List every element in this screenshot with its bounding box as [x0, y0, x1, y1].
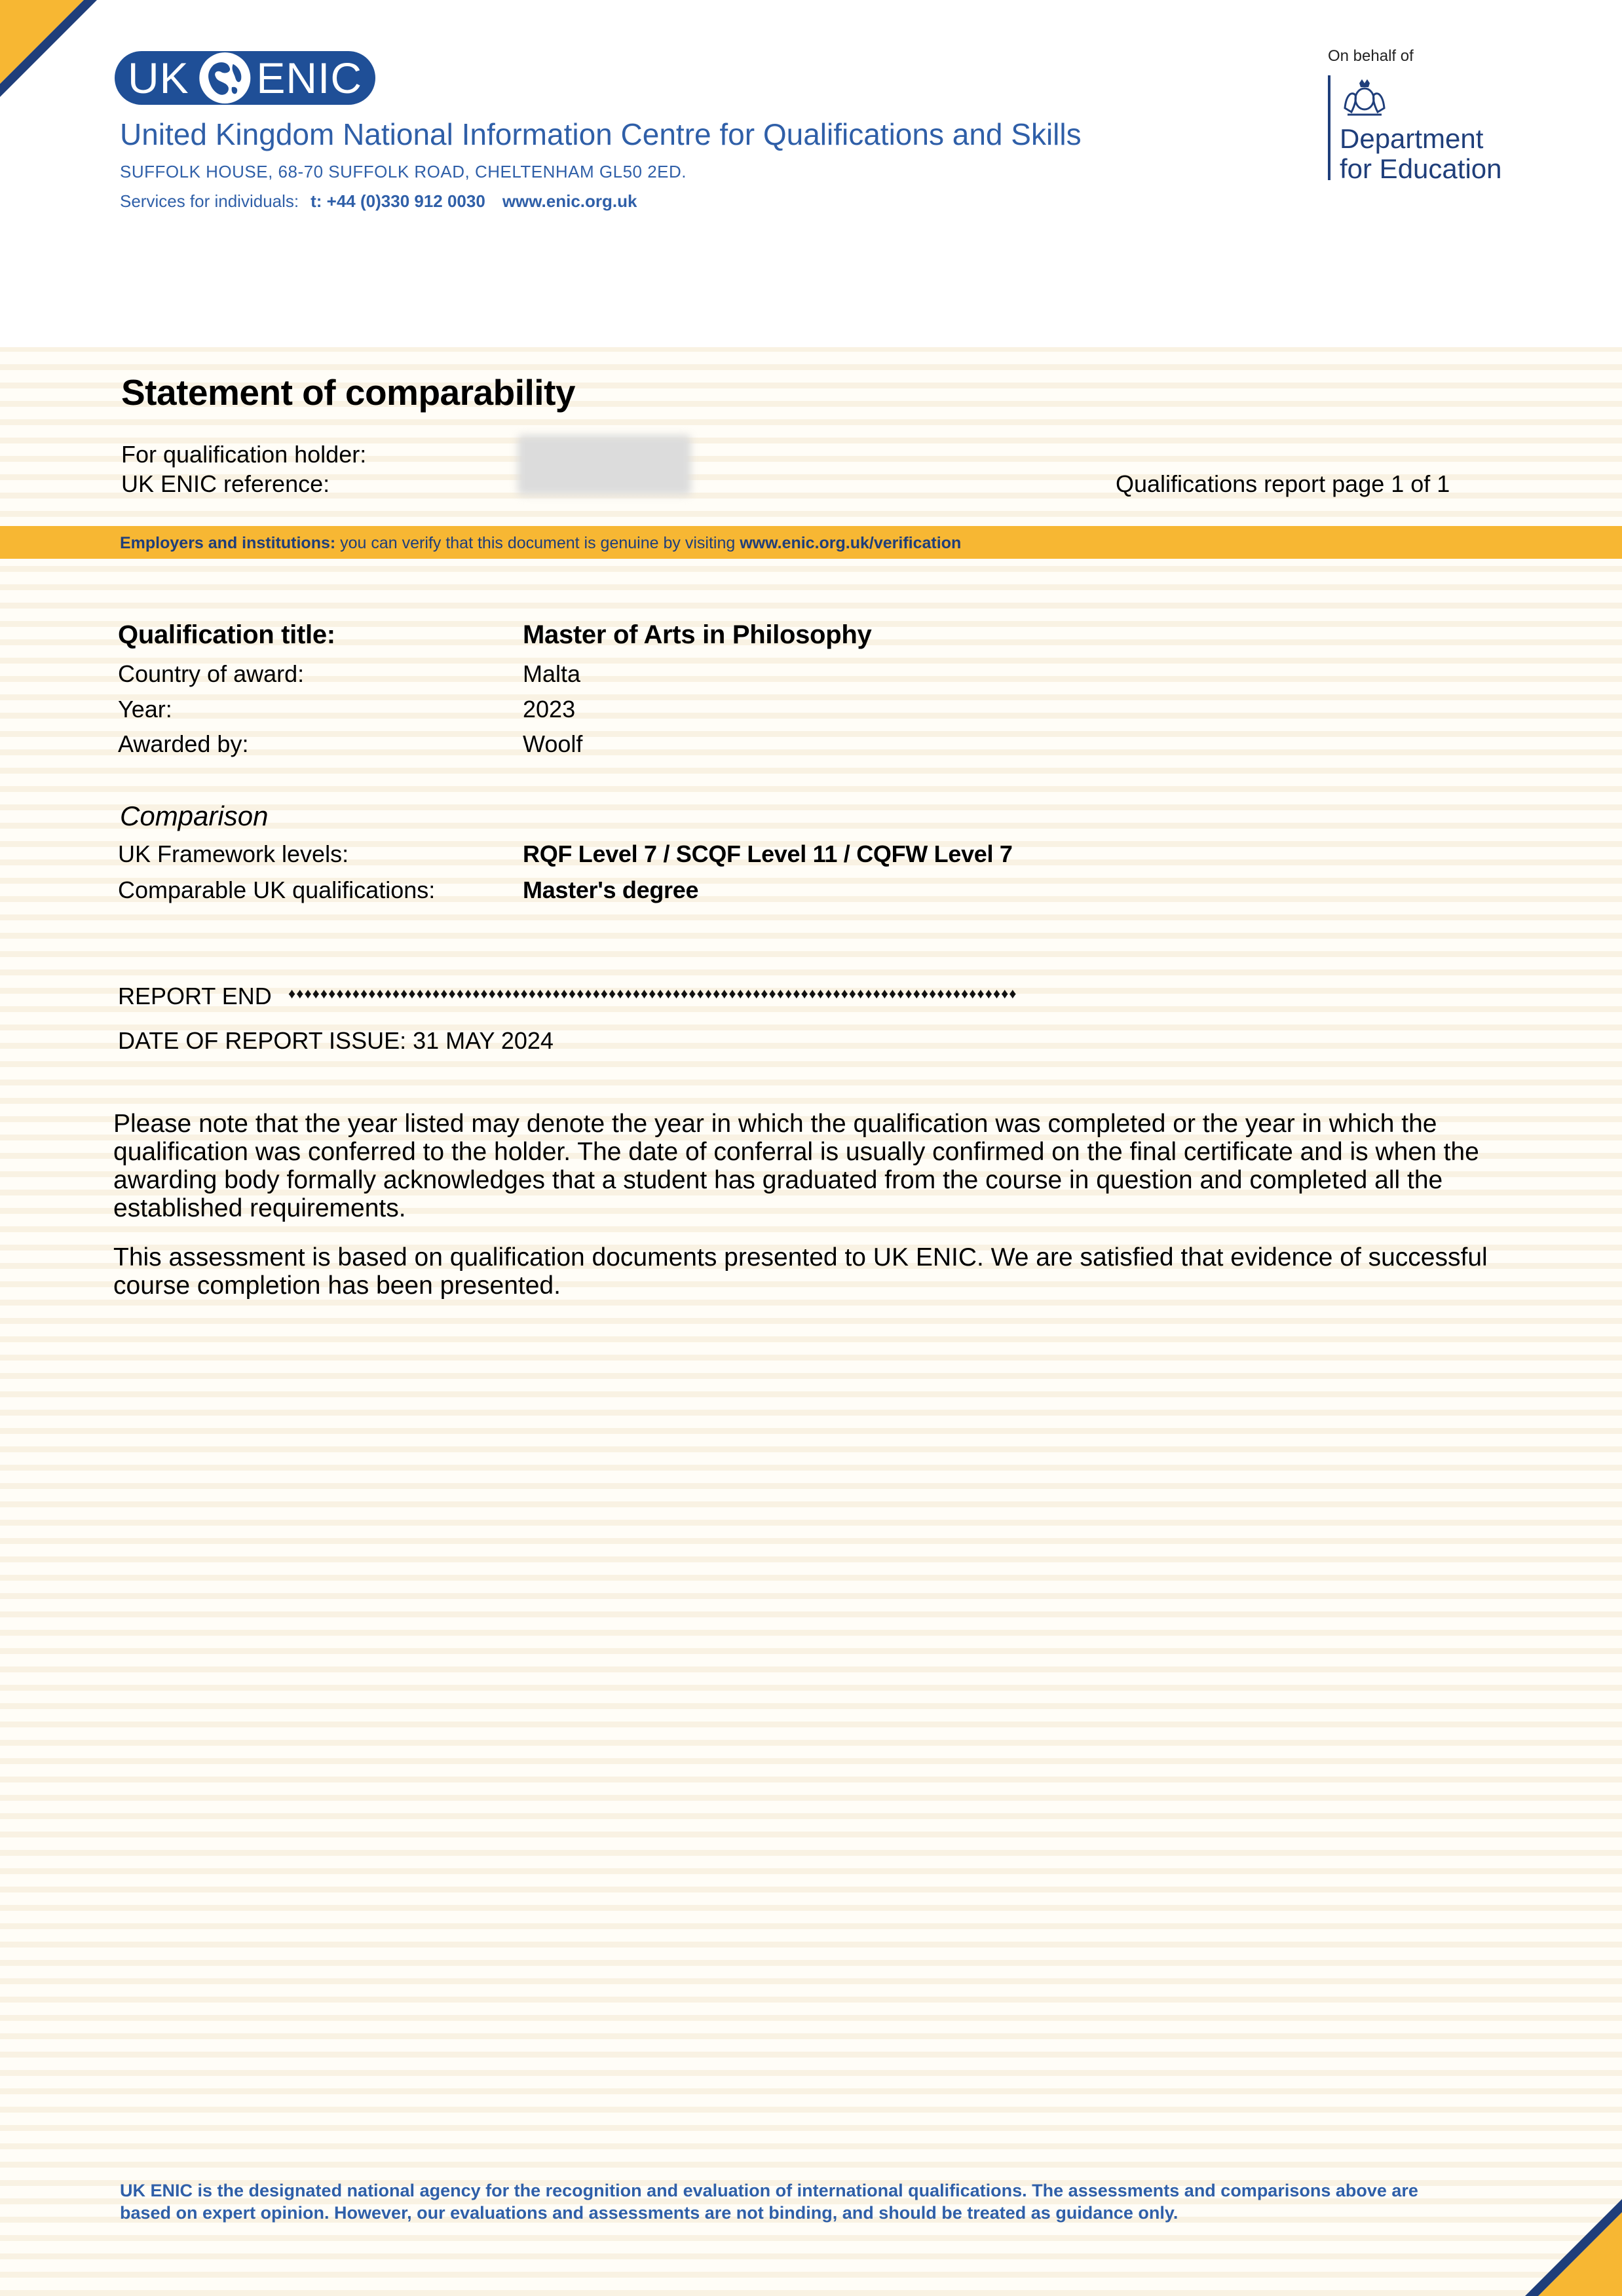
organisation-name: United Kingdom National Information Centre for Qualifications and Skills — [120, 117, 1082, 151]
qualification-title-value: Master of Arts in Philosophy — [523, 620, 872, 649]
document-title: Statement of comparability — [121, 372, 575, 413]
globe-icon — [196, 46, 254, 110]
verification-body: you can verify that this document is genuine by visiting — [335, 534, 740, 552]
corner-decoration-top-left — [0, 0, 105, 105]
report-end-divider: ♦♦♦♦♦♦♦♦♦♦♦♦♦♦♦♦♦♦♦♦♦♦♦♦♦♦♦♦♦♦♦♦♦♦♦♦♦♦♦♦♦♦♦♦♦♦♦♦♦♦♦♦♦♦♦♦♦♦♦♦♦♦♦♦♦♦♦♦♦♦♦♦♦♦♦♦♦♦♦♦♦♦♦♦♦♦♦♦♦♦♦ — [288, 985, 1017, 1002]
contact-line — [120, 191, 637, 212]
comparable-qualifications-value: Master's degree — [523, 876, 699, 903]
telephone-number: t: +44 (0)330 912 0030 — [311, 191, 485, 211]
royal-crest-icon — [1340, 75, 1389, 119]
enic-reference-label: UK ENIC reference: — [121, 470, 330, 497]
comparable-qualifications-label: Comparable UK qualifications: — [118, 876, 436, 903]
on-behalf-of-label: On behalf of — [1328, 47, 1414, 65]
awarded-by-label: Awarded by: — [118, 730, 249, 757]
country-of-award-value: Malta — [523, 660, 581, 687]
assessment-note-paragraph: This assessment is based on qualification documents presented to UK ENIC. We are satisfied that evidence of successful course completion has been presented. — [113, 1243, 1488, 1300]
website-link[interactable]: www.enic.org.uk — [502, 191, 637, 211]
qualification-title-label: Qualification title: — [118, 620, 335, 649]
redacted-holder-details — [518, 435, 691, 495]
verification-text — [120, 534, 961, 553]
logo-text-uk: UK — [128, 54, 189, 102]
report-issue-date: DATE OF REPORT ISSUE: 31 MAY 2024 — [118, 1027, 554, 1054]
framework-levels-label: UK Framework levels: — [118, 840, 349, 867]
year-label: Year: — [118, 696, 172, 723]
services-label: Services for individuals: — [120, 191, 299, 211]
logo-text-enic: ENIC — [256, 54, 362, 102]
department-for-education-logo — [1328, 75, 1502, 184]
corner-decoration-bottom-right — [1517, 2191, 1622, 2296]
report-end-label: REPORT END — [118, 983, 272, 1009]
footer-disclaimer: UK ENIC is the designated national agency for the recognition and evaluation of international qualifications. The assessments and comparisons above are based on expert opinion. However, our evaluations and assessments are not binding, and should be treated as guidance only. — [120, 2181, 1418, 2223]
verification-url[interactable]: www.enic.org.uk/verification — [740, 534, 962, 552]
verification-banner — [0, 526, 1622, 559]
verification-prefix: Employers and institutions: — [120, 534, 336, 552]
department-line-1: Department — [1340, 123, 1484, 154]
organisation-address: SUFFOLK HOUSE, 68-70 SUFFOLK ROAD, CHELTENHAM GL50 2ED. — [120, 162, 687, 181]
comparison-heading: Comparison — [120, 800, 269, 831]
country-of-award-label: Country of award: — [118, 660, 305, 687]
awarded-by-value: Woolf — [523, 730, 583, 757]
uk-enic-logo — [115, 51, 375, 105]
year-note-paragraph: Please note that the year listed may denote the year in which the qualification was completed or the year in which the qualification was conferred to the holder. The date of conferral is usually confirmed on the final certificate and is when the awarding body formally acknowledges that a student has graduated from the course in question and completed all the established requirements. — [113, 1110, 1479, 1222]
qualification-holder-label: For qualification holder: — [121, 441, 367, 468]
department-line-2: for Education — [1340, 153, 1502, 184]
report-page-indicator: Qualifications report page 1 of 1 — [1116, 470, 1450, 497]
framework-levels-value: RQF Level 7 / SCQF Level 11 / CQFW Level 7 — [523, 840, 1013, 867]
year-value: 2023 — [523, 696, 576, 723]
